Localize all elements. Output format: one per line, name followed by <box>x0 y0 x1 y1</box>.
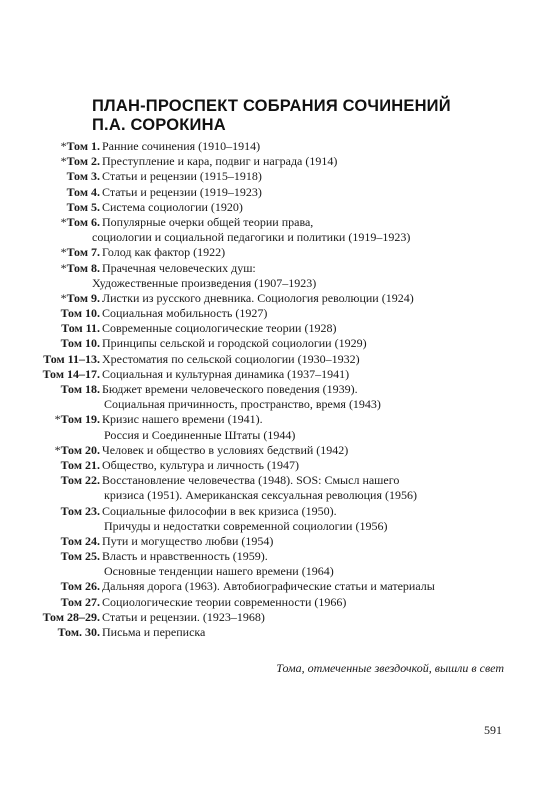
volume-label <box>61 549 100 564</box>
volume-label <box>61 504 100 519</box>
published-star-marker: * <box>60 139 67 153</box>
volume-number: Том 7. <box>66 245 100 260</box>
volume-entry <box>0 595 560 610</box>
volume-title: Хрестоматия по сельской социологии (1930–1932) <box>102 351 360 366</box>
volume-label <box>61 382 100 397</box>
volume-number: Том 2. <box>66 154 100 169</box>
volume-label <box>67 200 100 215</box>
volume-title: социологии и социальной педагогики и политики (1919–1923) <box>92 230 411 245</box>
volume-title: Листки из русского дневника. Социология революции (1924) <box>102 290 414 305</box>
volume-entry <box>0 321 560 336</box>
volume-entry <box>0 549 560 564</box>
volume-label <box>61 291 100 306</box>
volume-label <box>61 321 100 336</box>
volume-entry-continuation <box>0 276 560 291</box>
footnote: Тома, отмеченные звездочкой, вышли в свет <box>276 661 504 675</box>
volume-label <box>67 185 100 200</box>
volume-label <box>61 139 100 154</box>
volume-number: Том 23. <box>60 503 100 518</box>
volume-list <box>0 139 560 640</box>
volume-title: Современные социологические теории (1928) <box>102 321 337 336</box>
volume-title: Художественные произведения (1907–1923) <box>92 275 317 290</box>
volume-entry <box>0 625 560 640</box>
volume-label <box>61 245 100 260</box>
volume-entry <box>0 367 560 382</box>
volume-number: Том 6. <box>66 214 100 229</box>
volume-title: Прачечная человеческих душ: <box>102 260 256 275</box>
volume-entry <box>0 458 560 473</box>
volume-title: Социальная причинность, пространство, время (1943) <box>104 397 381 412</box>
volume-entry <box>0 245 560 260</box>
volume-label <box>43 352 100 367</box>
volume-entry <box>0 200 560 215</box>
volume-label <box>61 579 100 594</box>
volume-number: Том. 30. <box>57 625 100 639</box>
title-line-1: ПЛАН-ПРОСПЕКТ СОБРАНИЯ СОЧИНЕНИЙ <box>92 97 451 115</box>
volume-label <box>61 595 100 610</box>
volume-label <box>58 625 100 640</box>
volume-number: Том 10. <box>60 336 100 351</box>
volume-label <box>61 473 100 488</box>
volume-title: Социальные философии в век кризиса (1950). <box>102 503 337 518</box>
volume-title: Популярные очерки общей теории права, <box>102 214 314 229</box>
volume-entry <box>0 382 560 397</box>
volume-number: Том 28–29. <box>42 609 100 624</box>
volume-title: Социологические теории современности (1966) <box>102 594 347 609</box>
volume-title: Социальная мобильность (1927) <box>102 306 268 321</box>
published-star-marker: * <box>54 412 61 427</box>
volume-label <box>43 610 100 625</box>
volume-title: Бюджет времени человеческого поведения (1939). <box>102 382 358 396</box>
volume-title: Принципы сельской и городской социологии (1929) <box>102 336 367 351</box>
volume-title: Дальняя дорога (1963). Автобиографические статьи и материалы <box>102 579 435 594</box>
volume-title: Ранние сочинения (1910–1914) <box>102 139 261 153</box>
volume-label <box>43 367 100 382</box>
volume-title: Статьи и рецензии (1915–1918) <box>102 169 262 184</box>
volume-entry <box>0 579 560 594</box>
volume-number: Том 21. <box>60 457 100 472</box>
volume-label <box>61 154 100 169</box>
volume-label <box>61 215 100 230</box>
volume-title: Власть и нравственность (1959). <box>102 549 268 564</box>
volume-entry <box>0 336 560 351</box>
volume-entry <box>0 473 560 488</box>
volume-label <box>55 443 100 458</box>
page-number: 591 <box>484 723 502 737</box>
volume-entry <box>0 169 560 184</box>
volume-entry <box>0 291 560 306</box>
published-star-marker: * <box>60 154 67 169</box>
volume-entry <box>0 261 560 276</box>
volume-entry-continuation <box>0 519 560 534</box>
volume-entry <box>0 215 560 230</box>
volume-number: Том 1. <box>66 139 100 153</box>
title-line-2: П.А. СОРОКИНА <box>92 116 226 134</box>
volume-entry-continuation <box>0 488 560 503</box>
volume-label <box>55 412 100 427</box>
published-star-marker: * <box>60 245 67 260</box>
volume-entry <box>0 504 560 519</box>
volume-title: Россия и Соединенные Штаты (1944) <box>104 427 296 442</box>
volume-title: Письма и переписка <box>102 625 206 639</box>
volume-number: Том 3. <box>66 169 100 184</box>
volume-label <box>61 261 100 276</box>
volume-title: Восстановление человечества (1948). SOS: Смысл нашего <box>102 473 400 488</box>
volume-title: Система социологии (1920) <box>102 199 243 214</box>
published-star-marker: * <box>60 260 67 275</box>
volume-entry <box>0 352 560 367</box>
volume-number: Том 22. <box>60 473 100 488</box>
volume-entry <box>0 610 560 625</box>
volume-entry <box>0 412 560 427</box>
volume-label <box>61 534 100 549</box>
volume-title: Общество, культура и личность (1947) <box>102 457 299 472</box>
volume-number: Том 4. <box>66 184 100 199</box>
volume-number: Том 27. <box>60 594 100 609</box>
volume-entry <box>0 154 560 169</box>
volume-title: Статьи и рецензии. (1923–1968) <box>102 609 265 624</box>
volume-entry <box>0 534 560 549</box>
volume-number: Том 24. <box>60 533 100 548</box>
volume-number: Том 5. <box>66 199 100 214</box>
volume-entry-continuation <box>0 428 560 443</box>
published-star-marker: * <box>60 214 67 229</box>
volume-title: кризиса (1951). Американская сексуальная революция (1956) <box>104 488 417 503</box>
volume-title: Причуды и недостатки современной социологии (1956) <box>104 518 388 533</box>
published-star-marker: * <box>60 290 67 305</box>
volume-title: Социальная и культурная динамика (1937–1941) <box>102 366 350 381</box>
volume-number: Том 19. <box>60 412 100 427</box>
volume-number: Том 11. <box>61 321 100 336</box>
page-title <box>92 97 492 135</box>
volume-label <box>61 458 100 473</box>
volume-entry-continuation <box>0 564 560 579</box>
volume-number: Том 10. <box>60 306 100 321</box>
volume-entry <box>0 185 560 200</box>
volume-title: Кризис нашего времени (1941). <box>102 412 263 427</box>
volume-title: Человек и общество в условиях бедствий (1942) <box>102 442 349 457</box>
published-star-marker: * <box>54 442 61 457</box>
volume-entry <box>0 306 560 321</box>
volume-entry-continuation <box>0 397 560 412</box>
volume-entry-continuation <box>0 230 560 245</box>
volume-entry <box>0 139 560 154</box>
volume-number: Том 11–13. <box>43 351 100 366</box>
volume-number: Том 26. <box>60 579 100 594</box>
volume-label <box>67 169 100 184</box>
volume-label <box>61 306 100 321</box>
volume-title: Пути и могущество любви (1954) <box>102 533 274 548</box>
volume-entry <box>0 443 560 458</box>
volume-title: Голод как фактор (1922) <box>102 245 226 260</box>
volume-number: Том 25. <box>60 549 100 564</box>
volume-title: Статьи и рецензии (1919–1923) <box>102 184 262 199</box>
volume-title: Основные тенденции нашего времени (1964) <box>104 564 334 579</box>
volume-number: Том 20. <box>60 442 100 457</box>
volume-number: Том 14–17. <box>42 366 100 381</box>
volume-title: Преступление и кара, подвиг и награда (1914) <box>102 154 338 169</box>
volume-number: Том 18. <box>60 382 100 396</box>
volume-number: Том 9. <box>66 290 100 305</box>
volume-label <box>61 336 100 351</box>
volume-number: Том 8. <box>66 260 100 275</box>
